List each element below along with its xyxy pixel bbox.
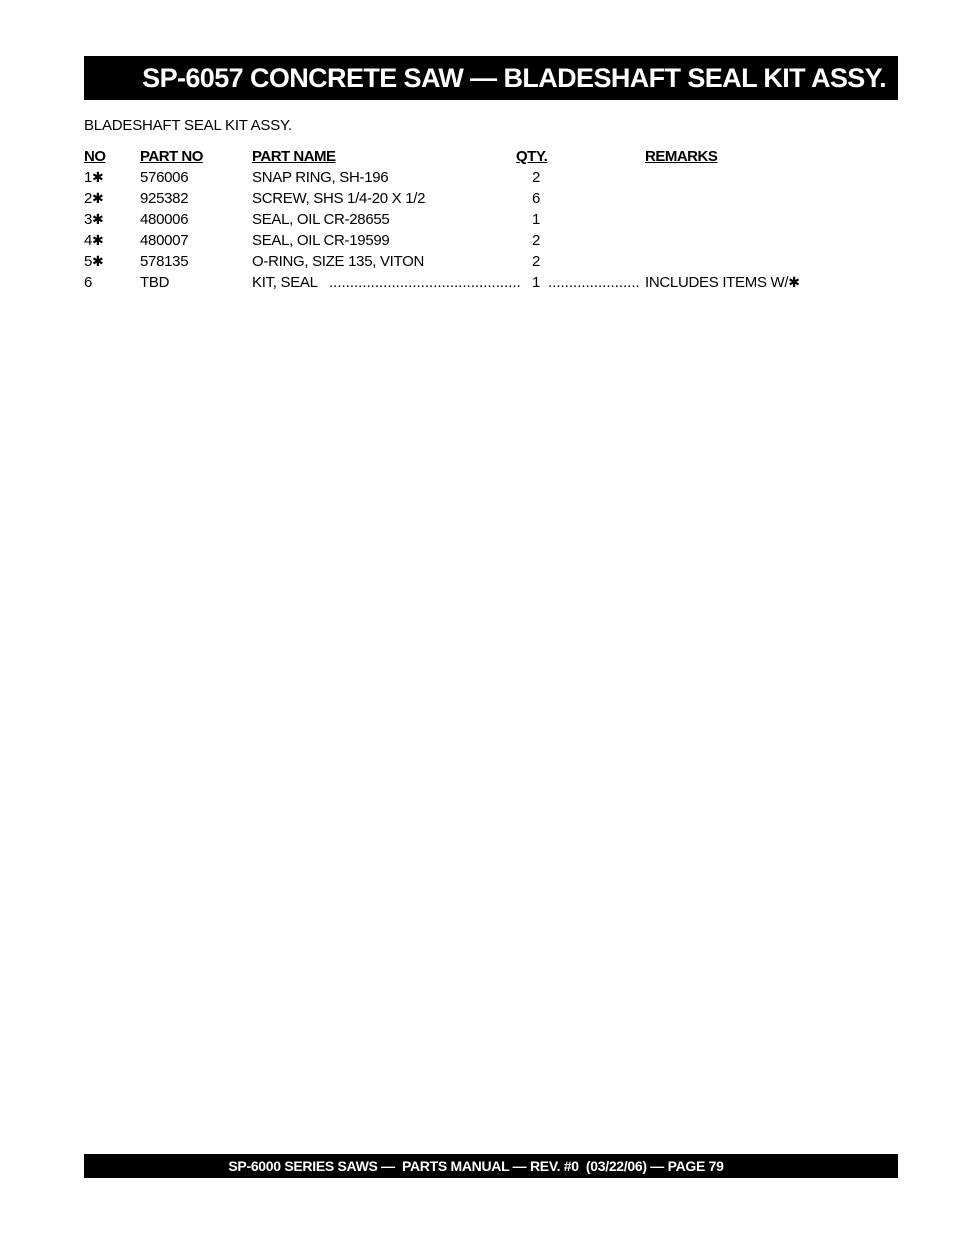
table-row — [0, 169, 954, 190]
kit-star-icon: ✱ — [92, 253, 104, 269]
table-row — [0, 274, 954, 295]
column-header-part-name: PART NAME — [252, 148, 336, 165]
kit-star-icon: ✱ — [788, 274, 800, 290]
column-header-qty: QTY. — [516, 148, 548, 165]
quantity: 2 — [532, 169, 541, 186]
item-number: 1✱ — [84, 169, 104, 186]
item-number: 4✱ — [84, 232, 104, 249]
kit-star-icon: ✱ — [92, 211, 104, 227]
quantity: 2 — [532, 232, 541, 249]
column-header-remarks: REMARKS — [645, 148, 718, 165]
part-name: KIT, SEAL — [252, 274, 318, 291]
quantity: 1 — [532, 211, 541, 228]
part-number: 480007 — [140, 232, 189, 249]
item-number: 3✱ — [84, 211, 104, 228]
part-number: 480006 — [140, 211, 189, 228]
part-number: 925382 — [140, 190, 189, 207]
part-name: O-RING, SIZE 135, VITON — [252, 253, 425, 270]
part-name: SEAL, OIL CR-28655 — [252, 211, 390, 228]
page-title: SP-6057 CONCRETE SAW — BLADESHAFT SEAL KIT ASSY. — [142, 62, 886, 93]
footer-text: SP-6000 SERIES SAWS — PARTS MANUAL — REV. #0 (03/22/06) — PAGE 79 — [228, 1158, 724, 1174]
table-row — [0, 190, 954, 211]
column-header-part-no: PART NO — [140, 148, 203, 165]
kit-star-icon: ✱ — [92, 190, 104, 206]
quantity: 1 — [532, 274, 541, 291]
table-row — [0, 211, 954, 232]
part-name: SNAP RING, SH-196 — [252, 169, 389, 186]
dot-leader: .............................................. — [329, 274, 521, 291]
quantity: 2 — [532, 253, 541, 270]
table-row — [0, 232, 954, 253]
part-name: SCREW, SHS 1/4-20 X 1/2 — [252, 190, 426, 207]
kit-star-icon: ✱ — [92, 232, 104, 248]
page-footer-bar — [84, 1154, 898, 1178]
kit-star-icon: ✱ — [92, 169, 104, 185]
item-number: 2✱ — [84, 190, 104, 207]
part-number: TBD — [140, 274, 170, 291]
table-row — [0, 253, 954, 274]
remarks: INCLUDES ITEMS W/✱ — [645, 274, 800, 291]
dot-leader: ...................... — [548, 274, 640, 291]
quantity: 6 — [532, 190, 541, 207]
page-header-bar — [84, 56, 898, 100]
part-name: SEAL, OIL CR-19599 — [252, 232, 390, 249]
column-header-no: NO — [84, 148, 106, 165]
item-number: 5✱ — [84, 253, 104, 270]
section-title: BLADESHAFT SEAL KIT ASSY. — [84, 117, 292, 134]
part-number: 576006 — [140, 169, 189, 186]
item-number: 6 — [84, 274, 93, 291]
part-number: 578135 — [140, 253, 189, 270]
